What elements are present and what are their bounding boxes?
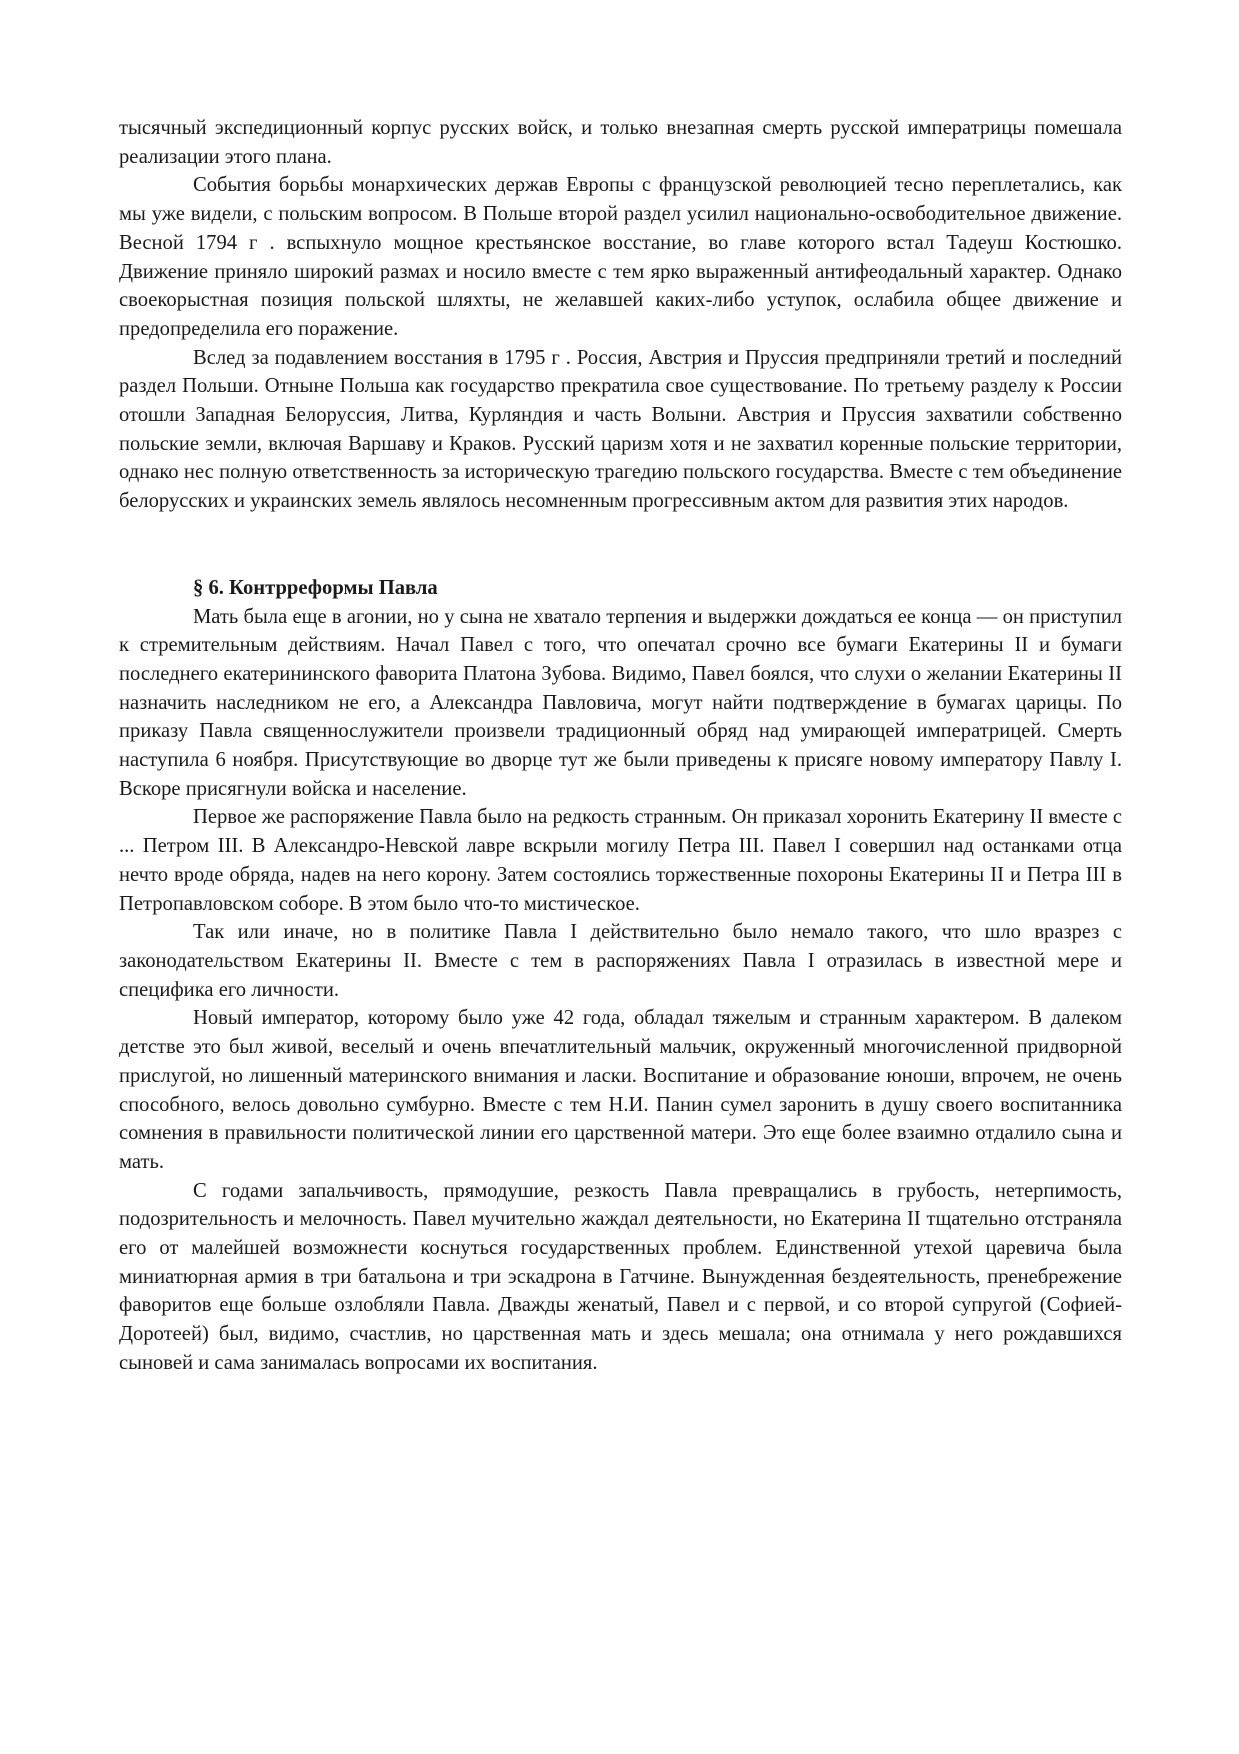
paragraph: События борьбы монархических держав Европы с французской революцией тесно переплетались, как мы уже видели, с польским вопросом. В Польше второй раздел усилил национально-освободительное движение. Весной 1794 г . вспыхнуло мощное крестьянское восстание, во главе которого встал Тадеуш Костюшко. Движение приняло широкий размах и носило вместе с тем ярко выраженный антифеодальный характер. Однако своекорыстная позиция польской шляхты, не желавшей каких-либо уступок, ослабила общее движение и предопределила его поражение. — [119, 174, 1122, 340]
paragraph: тысячный экспедиционный корпус русских войск, и только внезапная смерть русской императрицы помешала реализации этого плана. — [119, 117, 1122, 168]
section-spacer — [119, 516, 1122, 574]
paragraph: Первое же распоряжение Павла было на редкость странным. Он приказал хоронить Екатерину II вместе с ... Петром III. В Александро-Невской лавре вскрыли могилу Петра III. Павел I совершил над останками отца нечто вроде обряда, надев на него корону. Затем состоялись торжественные похороны Екатерины II и Петра III в Петропавловском соборе. В этом было что-то мистическое. — [119, 806, 1122, 915]
paragraph: С годами запальчивость, прямодушие, резкость Павла превращались в грубость, нетерпимость, подозрительность и мелочность. Павел мучительно жаждал деятельности, но Екатерина II тщательно отстраняла его от малейшей возможнести коснуться государственных проблем. Единственной утехой царевича была миниатюрная армия в три батальона и три эскадрона в Гатчине. Вынужденная бездеятельность, пренебрежение фаворитов еще больше озлобляли Павла. Дважды женатый, Павел и с первой, и со второй супругой (Софией-Доротеей) был, видимо, счастлив, но царственная мать и здесь мешала; она отнимала у него рождавшихся сыновей и сама занималась вопросами их воспитания. — [119, 1179, 1122, 1374]
paragraph: Новый император, которому было уже 42 года, обладал тяжелым и странным характером. В далеком детстве это был живой, веселый и очень впечатлительный мальчик, окруженный многочисленной придворной прислугой, но лишенный материнского внимания и ласки. Воспитание и образование юноши, впрочем, не очень способного, велось довольно сумбурно. Вместе с тем Н.И. Панин сумел заронить в душу своего воспитанника сомнения в правильности политической линии его царственной матери. Это еще более взаимно отдалило сына и мать. — [119, 1007, 1122, 1173]
paragraph: Так или иначе, но в политике Павла I действительно было немало такого, что шло вразрез с законодательством Екатерины II. Вместе с тем в распоряжениях Павла I отразилась в известной мере и специфика его личности. — [119, 921, 1122, 1001]
section-heading: § 6. Контрреформы Павла — [193, 576, 438, 599]
paragraph: Вслед за подавлением восстания в 1795 г . Россия, Австрия и Пруссия предприняли третий и последний раздел Польши. Отныне Польша как государство прекратила свое существование. По третьему разделу к России отошли Западная Белоруссия, Литва, Курляндия и часть Волыни. Австрия и Пруссия захватили собственно польские земли, включая Варшаву и Краков. Русский царизм хотя и не захватил коренные польские территории, однако нес полную ответственность за историческую трагедию польского государства. Вместе с тем объединение белорусских и украинских земель являлось несомненным прогрессивным актом для развития этих народов. — [119, 346, 1122, 513]
paragraph: Мать была еще в агонии, но у сына не хватало терпения и выдержки дождаться ее конца — он приступил к стремительным действиям. Начал Павел с того, что опечатал срочно все бумаги Екатерины II и бумаги последнего екатерининского фаворита Платона Зубова. Видимо, Павел боялся, что слухи о желании Екатерины II назначить наследником не его, а Александра Павловича, могут найти подтверждение в бумагах царицы. По приказу Павла священнослужители произвели традиционный обряд над умирающей императрицей. Смерть наступила 6 ноября. Присутствующие во дворце тут же были приведены к присяге новому императору Павлу I. Вскоре присягнули войска и население. — [119, 605, 1122, 800]
document-page — [119, 114, 1122, 1378]
